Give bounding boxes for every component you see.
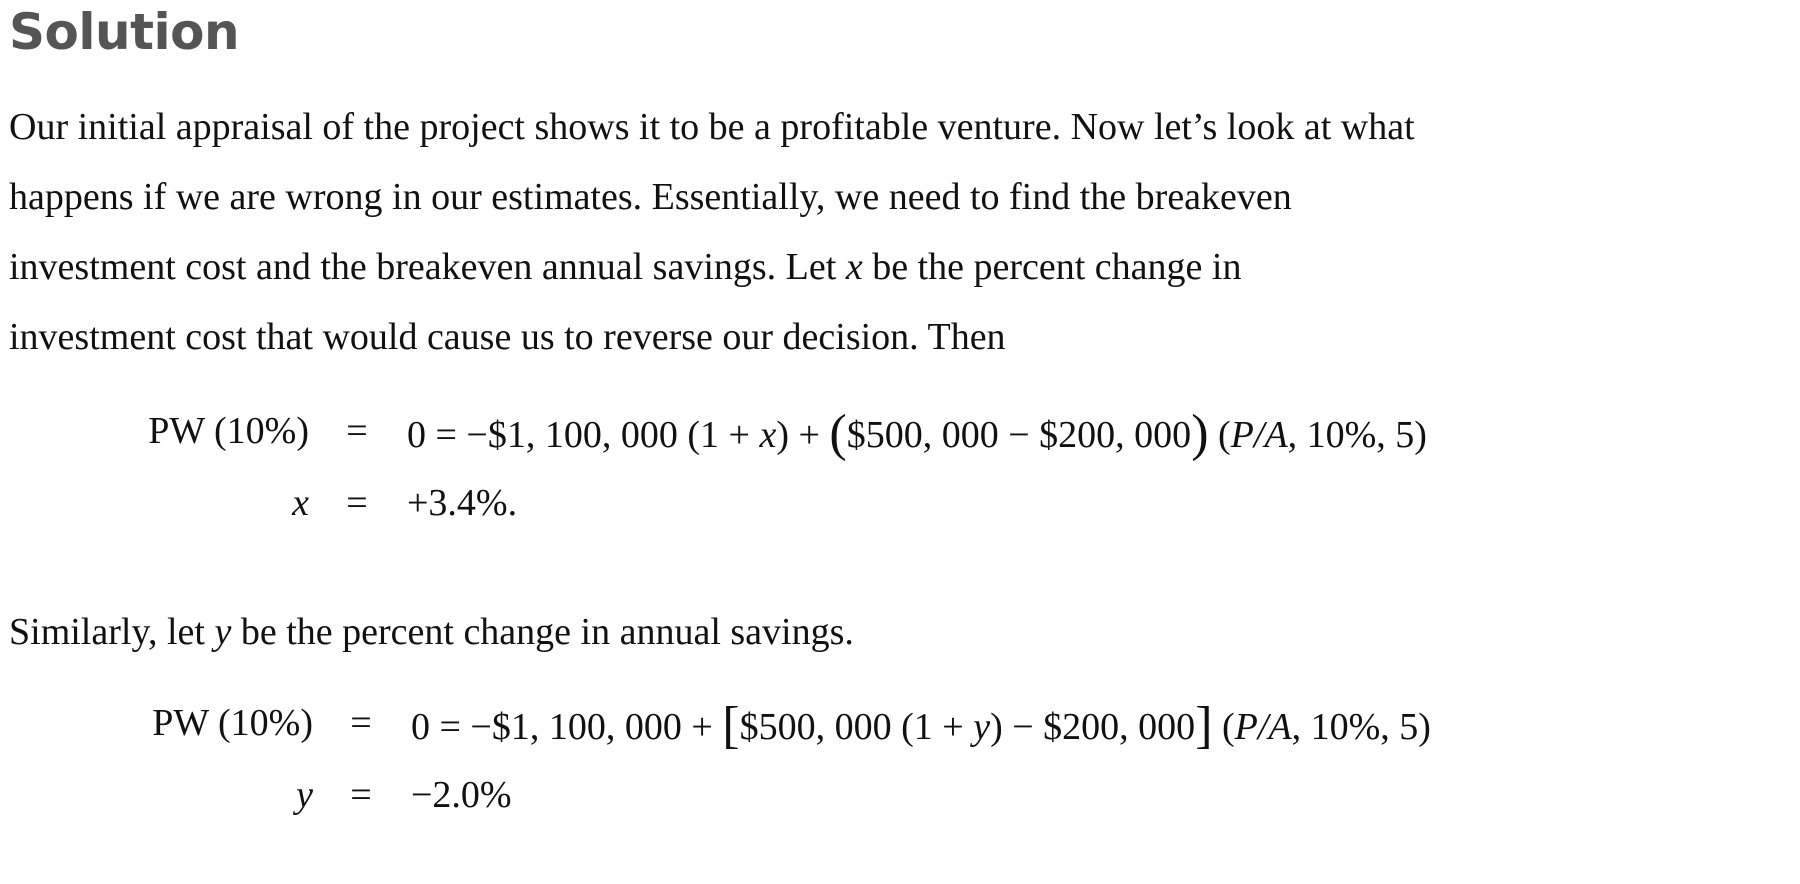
equation-result: −2.0% [411, 774, 512, 816]
equals-sign: = [350, 702, 372, 744]
equation-lhs-variable: y [296, 774, 313, 816]
paragraph-line: happens if we are wrong in our estimates. Essentially, we need to find the breakeven [9, 176, 1292, 218]
similarly-paragraph [9, 597, 1769, 667]
intro-paragraph [9, 92, 1769, 372]
paragraph-line: investment cost that would cause us to reverse our decision. Then [9, 316, 1006, 358]
factor-notation: P/A [1230, 414, 1288, 456]
paragraph-line: Similarly, let y be the percent change in annual savings. [9, 611, 854, 653]
section-heading: Solution [9, 3, 240, 61]
variable-x: x [759, 414, 777, 456]
equation-lhs: PW (10%) [148, 410, 309, 452]
equation-result: +3.4%. [407, 482, 518, 524]
paragraph-line: Our initial appraisal of the project shows it to be a profitable venture. Now let’s look at what [9, 106, 1415, 148]
equation-rhs: 0 = −$1, 100, 000 + [$500, 000 (1 + y) − $200, 000] (P/A, 10%, 5) [411, 697, 1431, 754]
factor-notation: P/A [1234, 706, 1292, 748]
equation-lhs-variable: x [292, 482, 309, 524]
equals-sign: = [346, 482, 368, 524]
open-paren: ( [829, 405, 847, 462]
paragraph-line [9, 232, 1769, 302]
close-paren: ) [1191, 405, 1209, 462]
equals-sign: = [346, 410, 368, 452]
equation-lhs: PW (10%) [152, 702, 313, 744]
close-bracket: ] [1195, 697, 1213, 754]
variable-y: y [214, 611, 232, 653]
equation-rhs: 0 = −$1, 100, 000 (1 + x) + ($500, 000 − $200, 000) (P/A, 10%, 5) [407, 405, 1427, 462]
variable-x: x [845, 246, 863, 288]
variable-y: y [973, 706, 991, 748]
paragraph-text: investment cost and the breakeven annual savings. Let [9, 246, 846, 288]
paragraph-text: be the percent change in [862, 246, 1242, 288]
open-bracket: [ [722, 697, 740, 754]
equals-sign: = [350, 774, 372, 816]
